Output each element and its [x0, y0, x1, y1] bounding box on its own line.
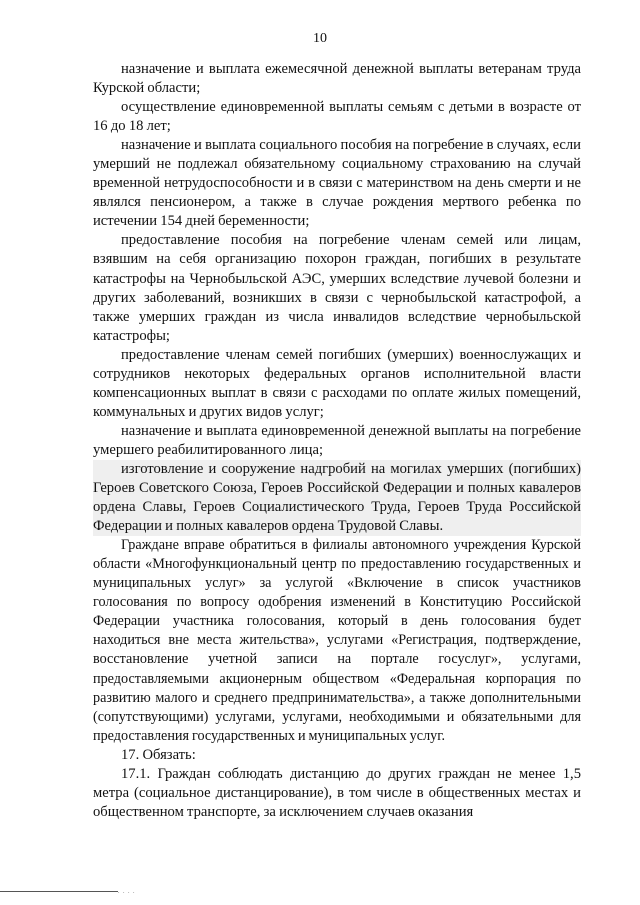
paragraph-mfc-services: Граждане вправе обратиться в филиалы автономного учреждения Курской области «Многофункциональный центр по предоставлению государственных и муниципальных услуг» за услугой «Включение в список участников голосования по вопросу одобрения изменений в Конституцию Российской Федерации участника голосования, который в день голосования будет находиться вне места жительства», услугами «Регистрация, подтверждение, восстановление учетной записи на портале госуслуг», услугами, предоставляемыми акционерным обществом «Федеральная корпорация по развитию малого и среднего предпринимательства», а также дополнительными (сопутствующими) услугами, услугами, необходимыми и обязательными для предоставления государственных и муниципальных услуг. [93, 537, 581, 744]
paragraph-burial-allowance: назначение и выплата социального пособия на погребение в случаях, если умерший не подлежал обязательному социальному страхованию на случай временной нетрудоспособности и в связи с материнством на день смерти и не являлся пенсионером, а также в случае рождения мертвого ребенка по истечении 154 дней беременности; [93, 137, 581, 230]
paragraph-military-compensation: предоставление членам семей погибших (умерших) военнослужащих и сотрудников некоторых федеральных органов исполнительной власти компенсационных выплат в связи с расходами по оплате жилых помещений, коммунальных и других видов услуг; [93, 346, 581, 420]
page-number: 10 [313, 31, 327, 46]
paragraph-hero-tombstones: изготовление и сооружение надгробий на могилах умерших (погибших) Героев Советского Союза, Героев Российской Федерации и полных кавалеров ордена Славы, Героев Социалистического Труда, Героев Труда Российской Федерации и полных кавалеров ордена Трудовой Славы. [93, 460, 581, 536]
footer-rule [0, 891, 118, 892]
paragraph-rehabilitated-burial: назначение и выплата единовременной денежной выплаты на погребение умершего реабилитированного лица; [93, 422, 581, 458]
paragraph-families-payment: осуществление единовременной выплаты семьям с детьми в возрасте от 16 до 18 лет; [93, 99, 581, 135]
document-body [93, 60, 581, 822]
paragraph-social-distancing: 17.1. Граждан соблюдать дистанцию до других граждан не менее 1,5 метра (социальное дистанцирование), в том числе в общественных местах и общественном транспорте, за исключением случаев оказания [93, 765, 581, 820]
paragraph-chernobyl-burial: предоставление пособия на погребение членам семей или лицам, взявшим на себя организацию похорон граждан, погибших в результате катастрофы на Чернобыльской АЭС, умерших вследствие лучевой болезни и других заболеваний, возникших в связи с чернобыльской катастрофой, а также умерших граждан из числа инвалидов вследствие чернобыльской катастрофы; [93, 232, 581, 344]
paragraph-obligation-heading: 17. Обязать: [121, 746, 196, 763]
footer-dots: . . . . [118, 889, 136, 895]
paragraph-veterans-payment: назначение и выплата ежемесячной денежной выплаты ветеранам труда Курской области; [93, 61, 581, 97]
